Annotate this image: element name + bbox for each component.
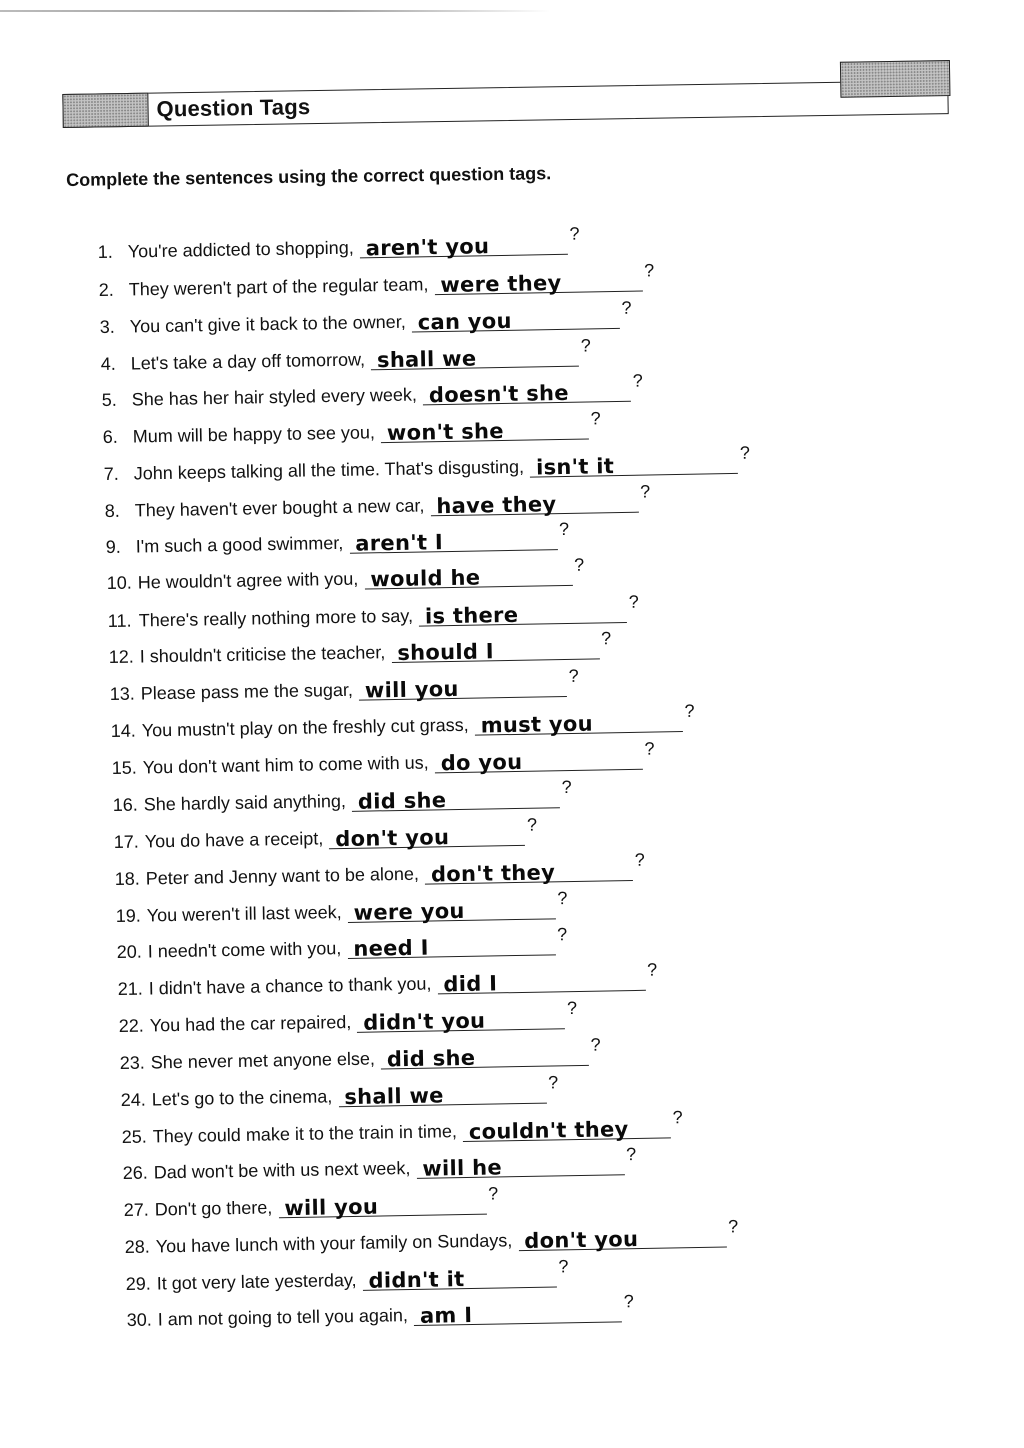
answer-blank[interactable] <box>419 600 627 627</box>
answer-text: isn't it <box>535 454 615 480</box>
item-sentence: I needn't come with you, <box>147 938 342 962</box>
item-number: 22. <box>118 1015 145 1037</box>
answer-text: didn't it <box>368 1267 465 1293</box>
item-sentence: They could make it to the train in time, <box>152 1121 458 1147</box>
instructions: Complete the sentences using the correct question tags. <box>66 163 552 190</box>
question-mark: ? <box>569 223 580 244</box>
question-mark: ? <box>644 738 655 759</box>
exercise-item <box>118 998 578 1037</box>
question-mark: ? <box>568 665 579 686</box>
answer-text: aren't you <box>365 234 490 261</box>
exercise-item <box>116 924 568 963</box>
item-sentence: She hardly said anything, <box>143 790 347 815</box>
answer-blank[interactable] <box>434 269 642 296</box>
question-mark: ? <box>739 442 751 463</box>
answer-text: would he <box>370 565 481 592</box>
answer-text: did she <box>357 788 447 814</box>
item-number: 17. <box>113 831 140 853</box>
exercise-item <box>100 335 592 375</box>
exercise-item <box>113 814 538 853</box>
item-sentence: She has her hair styled every week, <box>131 384 418 410</box>
answer-blank[interactable] <box>364 563 572 590</box>
exercise-item <box>101 370 643 411</box>
item-sentence: I shouldn't criticise the teacher, <box>139 642 386 667</box>
exercise-item <box>107 591 640 632</box>
question-mark: ? <box>628 591 639 612</box>
question-mark: ? <box>580 335 591 356</box>
exercise-item <box>112 776 572 816</box>
item-number: 3. <box>99 316 115 338</box>
item-sentence: You have lunch with your family on Sundays, <box>155 1230 513 1257</box>
item-sentence: Please pass me the sugar, <box>140 679 354 704</box>
answer-blank[interactable] <box>347 896 555 923</box>
question-mark: ? <box>647 959 658 980</box>
answer-blank[interactable] <box>518 1225 726 1252</box>
answer-text: shall we <box>376 346 477 373</box>
item-sentence: It got very late yesterday, <box>156 1269 357 1294</box>
answer-blank[interactable] <box>463 1115 671 1142</box>
item-sentence: Mum will be happy to see you, <box>132 422 376 447</box>
header-shade-right <box>840 60 951 98</box>
answer-text: did she <box>386 1045 476 1072</box>
question-mark: ? <box>623 1291 634 1312</box>
exercise-item <box>98 260 655 301</box>
question-mark: ? <box>526 814 538 835</box>
exercise-item <box>124 1216 739 1258</box>
answer-text: doesn't she <box>428 380 570 408</box>
item-number: 28. <box>124 1236 151 1258</box>
answer-text: am I <box>419 1302 473 1328</box>
answer-blank[interactable] <box>371 344 579 371</box>
answer-text: couldn't they <box>468 1117 629 1144</box>
answer-text: do you <box>440 749 523 776</box>
item-sentence: She never met anyone else, <box>150 1048 376 1073</box>
exercise-item <box>109 665 579 705</box>
answer-text: did I <box>443 971 498 997</box>
answer-blank[interactable] <box>352 785 560 812</box>
answer-blank[interactable] <box>412 306 620 333</box>
answer-blank[interactable] <box>391 636 599 663</box>
answer-blank[interactable] <box>437 968 645 995</box>
item-sentence: You don't want him to come with us, <box>142 752 429 778</box>
item-sentence: You mustn't play on the freshly cut grass, <box>141 714 469 741</box>
answer-blank[interactable] <box>349 527 557 554</box>
item-number: 18. <box>114 868 141 890</box>
item-number: 9. <box>105 536 121 558</box>
exercise-item <box>106 554 585 594</box>
question-mark: ? <box>556 924 568 945</box>
item-sentence: They haven't ever bought a new car, <box>134 495 425 521</box>
item-number: 7. <box>103 463 119 485</box>
exercise-item <box>105 518 570 558</box>
answer-blank[interactable] <box>329 823 525 852</box>
exercise-item <box>99 297 632 338</box>
answer-text: will he <box>422 1155 503 1181</box>
answer-blank[interactable] <box>434 747 642 774</box>
item-number: 1. <box>97 241 113 263</box>
item-sentence: He wouldn't agree with you, <box>137 568 359 593</box>
answer-text: is there <box>424 602 519 629</box>
answer-blank[interactable] <box>425 858 633 885</box>
exercise-item <box>121 1107 683 1148</box>
question-mark: ? <box>558 518 570 540</box>
question-mark: ? <box>557 888 568 909</box>
answer-blank[interactable] <box>278 1192 486 1219</box>
item-number: 16. <box>112 794 139 816</box>
exercise-item <box>108 628 612 668</box>
exercise-item <box>125 1256 569 1295</box>
item-sentence: You're addicted to shopping, <box>127 237 354 262</box>
item-sentence: Peter and Jenny want to be alone, <box>145 863 420 889</box>
answer-text: were they <box>440 270 562 298</box>
exercise-item <box>117 959 658 1000</box>
answer-blank[interactable] <box>381 1043 589 1070</box>
item-number: 11. <box>107 610 132 632</box>
answer-blank[interactable] <box>362 1264 556 1293</box>
item-number: 26. <box>122 1162 149 1184</box>
exercise-item <box>102 408 601 448</box>
answer-text: don't you <box>335 825 450 852</box>
exercise-item <box>119 1034 601 1074</box>
question-mark: ? <box>672 1107 683 1128</box>
question-mark: ? <box>643 260 655 281</box>
question-mark: ? <box>590 1034 601 1055</box>
item-sentence: I'm such a good swimmer, <box>135 532 344 557</box>
item-sentence: You do have a receipt, <box>144 828 324 852</box>
worksheet-header <box>62 60 951 136</box>
item-sentence: You had the car repaired, <box>149 1011 352 1036</box>
item-sentence: I didn't have a chance to thank you, <box>148 973 432 999</box>
exercise-item <box>110 700 695 742</box>
answer-blank[interactable] <box>359 674 567 701</box>
exercise-item <box>120 1072 559 1111</box>
item-sentence: Don't go there, <box>154 1197 273 1220</box>
exercise-item <box>103 442 751 485</box>
answer-blank[interactable] <box>338 1081 546 1108</box>
answer-blank[interactable] <box>381 417 589 444</box>
answer-text: were you <box>353 898 465 925</box>
question-mark: ? <box>573 554 585 575</box>
item-number: 30. <box>126 1309 153 1331</box>
question-mark: ? <box>566 998 578 1019</box>
answer-blank[interactable] <box>430 490 638 517</box>
question-mark: ? <box>632 370 643 391</box>
item-sentence: They weren't part of the regular team, <box>128 274 429 300</box>
question-mark: ? <box>590 408 601 429</box>
item-number: 6. <box>102 426 118 448</box>
question-mark: ? <box>600 628 612 649</box>
answer-text: don't they <box>430 860 556 887</box>
exercise-item <box>111 738 655 779</box>
question-mark: ? <box>621 297 632 318</box>
answer-blank[interactable] <box>416 1152 624 1179</box>
exercise-item <box>97 223 580 263</box>
question-mark: ? <box>561 776 572 798</box>
answer-blank[interactable] <box>347 932 555 959</box>
answer-text: don't you <box>524 1227 639 1254</box>
exercise-item <box>126 1291 635 1331</box>
answer-blank[interactable] <box>357 1006 565 1033</box>
question-mark: ? <box>487 1183 499 1204</box>
answer-text: should I <box>397 639 495 665</box>
item-number: 20. <box>116 941 143 963</box>
item-number: 2. <box>98 279 114 301</box>
worksheet-title: Question Tags <box>156 94 311 122</box>
item-sentence: Let's take a day off tomorrow, <box>130 349 366 374</box>
question-mark: ? <box>727 1216 739 1237</box>
answer-blank[interactable] <box>423 379 631 406</box>
answer-text: aren't I <box>355 530 444 556</box>
exercise-item <box>122 1144 637 1184</box>
exercise-item <box>104 481 651 522</box>
answer-text: won't she <box>386 419 505 446</box>
question-mark: ? <box>640 481 651 502</box>
answer-text: have they <box>436 492 557 519</box>
answer-blank[interactable] <box>360 232 568 259</box>
item-number: 10. <box>106 572 133 594</box>
scan-top-rule <box>0 10 550 12</box>
item-number: 21. <box>117 978 144 1000</box>
answer-text: need I <box>353 935 429 961</box>
item-sentence: You can't give it back to the owner, <box>129 311 406 337</box>
item-number: 4. <box>100 353 116 375</box>
answer-text: will you <box>284 1194 379 1221</box>
answer-text: can you <box>417 308 512 335</box>
answer-blank[interactable] <box>530 451 738 478</box>
question-mark: ? <box>684 700 695 721</box>
answer-text: must you <box>480 711 594 738</box>
item-sentence: You weren't ill last week, <box>146 902 342 926</box>
item-sentence: I am not going to tell you again, <box>157 1305 409 1330</box>
question-mark: ? <box>558 1256 569 1277</box>
item-number: 14. <box>110 720 137 742</box>
item-number: 23. <box>119 1052 146 1074</box>
item-sentence: Let's go to the cinema, <box>151 1086 333 1110</box>
item-sentence: John keeps talking all the time. That's disgusting, <box>133 456 525 484</box>
item-number: 25. <box>121 1126 148 1148</box>
item-number: 13. <box>109 683 136 705</box>
item-sentence: Dad won't be with us next week, <box>153 1157 411 1183</box>
item-number: 27. <box>123 1199 150 1221</box>
question-mark: ? <box>625 1144 637 1165</box>
item-sentence: There's really nothing more to say, <box>138 605 414 631</box>
exercise-item <box>115 888 568 927</box>
question-mark: ? <box>547 1072 559 1093</box>
answer-text: shall we <box>344 1083 444 1110</box>
answer-text: will you <box>364 676 459 703</box>
item-number: 8. <box>104 500 120 522</box>
item-number: 29. <box>125 1273 152 1295</box>
exercise-item <box>123 1183 499 1221</box>
exercise-item <box>114 849 646 890</box>
item-number: 5. <box>101 389 117 411</box>
answer-text: didn't you <box>363 1008 486 1035</box>
answer-blank[interactable] <box>474 709 682 736</box>
item-number: 19. <box>115 905 142 927</box>
item-number: 12. <box>108 646 135 668</box>
header-shade-left <box>62 93 149 128</box>
answer-blank[interactable] <box>414 1299 622 1326</box>
item-number: 15. <box>111 757 138 779</box>
item-number: 24. <box>120 1089 147 1111</box>
question-mark: ? <box>634 849 645 870</box>
